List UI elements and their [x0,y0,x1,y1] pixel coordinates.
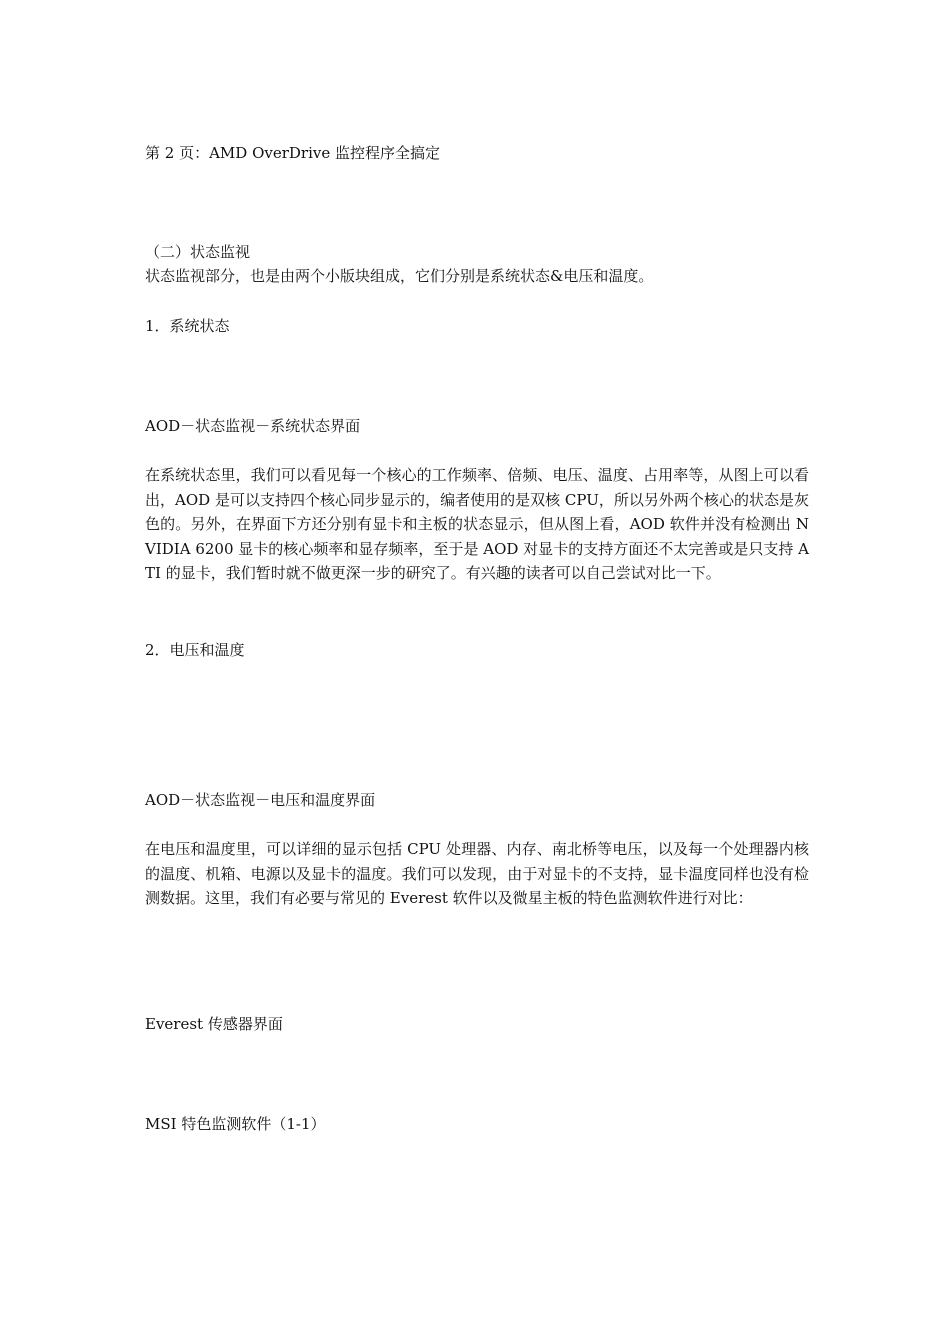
section-intro: 状态监视部分，也是由两个小版块组成，它们分别是系统状态&电压和温度。 [145,267,654,285]
image-caption-msi: MSI 特色监测软件（1-1） [145,1115,326,1133]
item-heading-system-status: 1．系统状态 [145,317,230,335]
image-caption-system-status: AOD－状态监视－系统状态界面 [145,417,361,435]
image-caption-everest: Everest 传感器界面 [145,1015,283,1033]
page-title: 第 2 页：AMD OverDrive 监控程序全搞定 [145,144,440,162]
paragraph-system-status: 在系统状态里，我们可以看见每一个核心的工作频率、倍频、电压、温度、占用率等，从图上可以看出，AOD 是可以支持四个核心同步显示的，编者使用的是双核 CPU，所以另外两个核心的状态是灰色的。另外，在界面下方还分别有显卡和主板的状态显示，但从图上看，AOD 软件并没有检测出 NVIDIA 6200 显卡的核心频率和显存频率，至于是 AOD 对显卡的支持方面还不太完善或是只支持 ATI 的显卡，我们暂时就不做更深一步的研究了。有兴趣的读者可以自己尝试对比一下。 [145,466,809,582]
item-heading-voltage-temperature: 2．电压和温度 [145,641,245,659]
paragraph-voltage-temperature: 在电压和温度里，可以详细的显示包括 CPU 处理器、内存、南北桥等电压，以及每一个处理器内核的温度、机箱、电源以及显卡的温度。我们可以发现，由于对显卡的不支持，显卡温度同样也没有检测数据。这里，我们有必要与常见的 Everest 软件以及微星主板的特色监测软件进行对比： [145,840,809,907]
section-heading: （二）状态监视 [145,243,251,261]
image-caption-voltage-temperature: AOD－状态监视－电压和温度界面 [145,791,376,809]
